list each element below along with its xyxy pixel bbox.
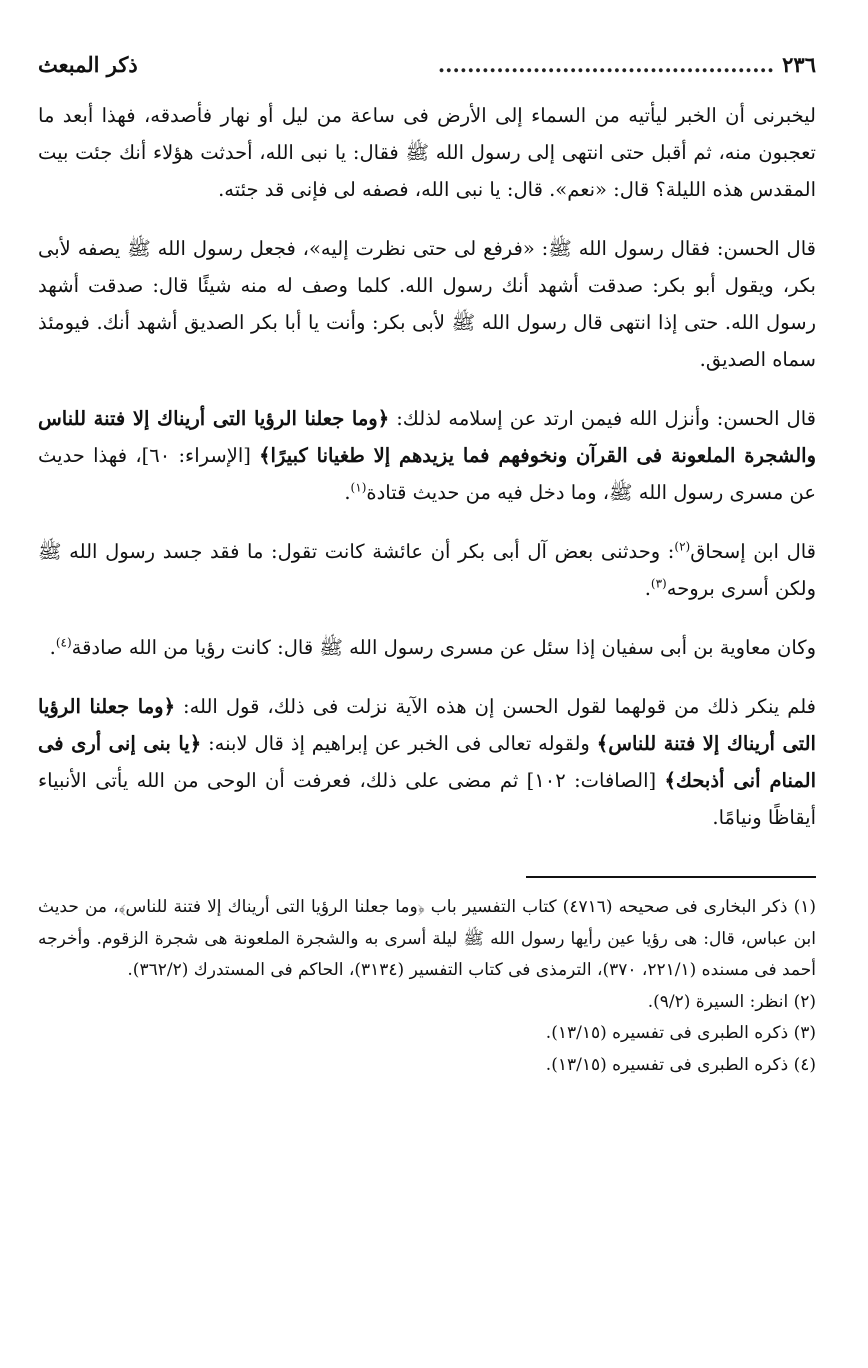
paragraph-text: [الصافات: ١٠٢] ثم مضى على ذلك، فعرفت أن الوحى من الله يأتى الأنبياء أيقاظًا ونيامًا. [38, 769, 816, 829]
footnote-ref[interactable]: (٣) [650, 576, 667, 591]
paragraph-text: ليخبرنى أن الخبر ليأتيه من السماء إلى الأرض فى ساعة من ليل أو نهار فأصدقه، فهذا أبعد ما تعجبون منه، ثم أقبل حتى انتهى إلى رسول الله ﷺ فقال: يا نبى الله، أحدثت هؤلاء أنك جئت بيت المقدس هذه الليلة؟ قال: «نعم». قال: يا نبى الله، فصفه لى فإنى قد جئته. [38, 104, 816, 201]
footnote-3: (٣) ذكره الطبرى فى تفسيره (١٣/١٥). [545, 1023, 816, 1043]
footnote-1: (١) ذكر البخارى فى صحيحه (٤٧١٦) كتاب التفسير باب ﴿وما جعلنا الرؤيا التى أريناك إلا فتنة للناس﴾، من حديث ابن عباس، قال: هى رؤيا عين رأيها رسول الله ﷺ ليلة أسرى به والشجرة الملعونة هى شجرة الزقوم. وأخرجه أحمد فى مسنده (٢٢١/١، ٣٧٠)، الترمذى فى كتاب التفسير (٣١٣٤)، الحاكم فى المستدرك (٣٦٢/٢). [38, 897, 817, 980]
page-number: ٢٣٦ [782, 52, 816, 77]
paragraph-end: . [49, 636, 56, 659]
footnotes [38, 892, 816, 1081]
header-dots: .............................................. [437, 52, 775, 77]
paragraph-text: وكان معاوية بن أبى سفيان إذا سئل عن مسرى رسول الله ﷺ قال: كانت رؤيا من الله صادقة [71, 636, 816, 659]
quran-verse: ﴿وما جعلنا الرؤيا التى أريناك إلا فتنة للناس﴾ [38, 695, 816, 755]
running-header [38, 52, 816, 91]
paragraph-text: ولقوله تعالى فى الخبر عن إبراهيم إذ قال لابنه: [201, 732, 597, 755]
footnote-2: (٢) انظر: السيرة (٩/٢). [647, 991, 816, 1012]
main-text [38, 97, 816, 836]
paragraph-3 [38, 400, 816, 511]
paragraph-end: . [344, 481, 351, 504]
paragraph-text: قال الحسن: وأنزل الله فيمن ارتد عن إسلامه لذلك: [389, 407, 816, 430]
chapter-title: ذكر المبعث [38, 52, 138, 77]
paragraph-5 [38, 629, 816, 666]
paragraph-text: : وحدثنى بعض آل أبى بكر أن عائشة كانت تقول: ما فقد جسد رسول الله ﷺ ولكن أسرى بروحه [38, 540, 816, 600]
paragraph-text: [الإسراء: ٦٠]، فهذا حديث عن مسرى رسول الله ﷺ، وما دخل فيه من حديث قتادة [38, 444, 816, 504]
footnote-ref[interactable]: (٤) [55, 635, 72, 650]
footnote-divider [526, 876, 816, 878]
paragraph-4 [38, 533, 816, 607]
paragraph-1 [38, 97, 816, 208]
paragraph-2 [38, 230, 816, 378]
paragraph-text: قال ابن إسحاق [690, 540, 817, 563]
quran-verse: ﴿يا بنى إنى أرى فى المنام أنى أذبحك﴾ [38, 732, 817, 792]
footnote-ref[interactable]: (٢) [674, 539, 691, 554]
quran-verse: ﴿وما جعلنا الرؤيا التى أريناك إلا فتنة للناس والشجرة الملعونة فى القرآن ونخوفهم فما يزيدهم إلا طغيانا كبيرًا﴾ [38, 407, 816, 467]
footnote-4: (٤) ذكره الطبرى فى تفسيره (١٣/١٥). [545, 1054, 816, 1075]
paragraph-end: . [644, 577, 651, 600]
paragraph-text: فلم ينكر ذلك من قولهما لقول الحسن إن هذه الآية نزلت فى ذلك، قول الله: [175, 695, 816, 718]
footnote-ref[interactable]: (١) [350, 480, 367, 495]
paragraph-6 [38, 688, 816, 836]
paragraph-text: قال الحسن: فقال رسول الله ﷺ: «فرفع لى حتى نظرت إليه»، فجعل رسول الله ﷺ يصفه لأبى بكر، ويقول أبو بكر: صدقت أشهد أنك رسول الله. كلما وصف له منه شيئًا قال: صدقت أشهد رسول الله. حتى إذا انتهى قال رسول الله ﷺ لأبى بكر: وأنت يا أبا بكر الصديق أشهد أنك. فيومئذ سماه الصديق. [38, 237, 816, 371]
